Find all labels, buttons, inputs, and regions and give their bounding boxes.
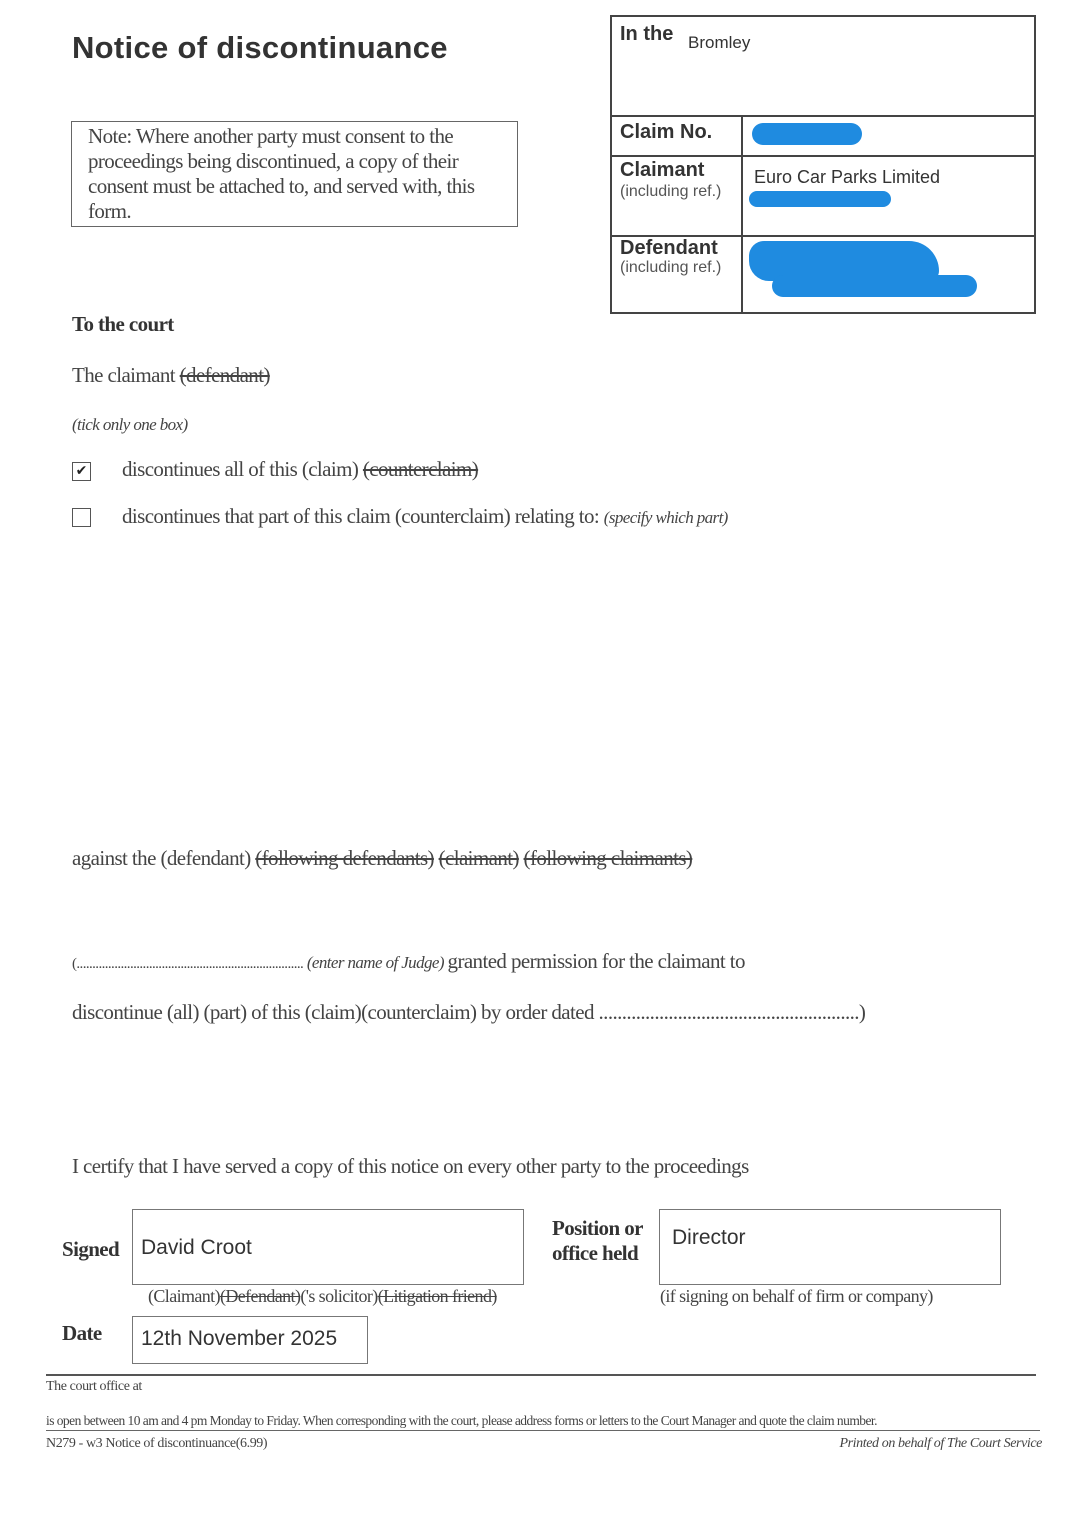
defendant-sublabel: (including ref.) bbox=[620, 259, 722, 276]
discontinue-part-label bbox=[122, 504, 728, 529]
signed-field[interactable]: David Croot bbox=[132, 1209, 524, 1285]
to-the-court-heading: To the court bbox=[72, 312, 174, 336]
against-prefix: against the (defendant) bbox=[72, 846, 256, 870]
footer-underline bbox=[46, 1430, 1040, 1431]
role-defendant: (Defendant) bbox=[219, 1286, 301, 1306]
specify-hint: (specify which part) bbox=[603, 508, 728, 527]
court-name: Bromley bbox=[688, 33, 751, 52]
printed-by: Printed on behalf of The Court Service bbox=[839, 1436, 1042, 1451]
option-struck: (counterclaim) bbox=[362, 457, 479, 481]
signer-role bbox=[148, 1286, 497, 1307]
position-field[interactable]: Director bbox=[659, 1209, 1001, 1285]
certify-statement: I certify that I have served a copy of this notice on every other party to the proceedings bbox=[72, 1154, 749, 1178]
against-struck-3: (following claimants) bbox=[523, 846, 693, 870]
court-office-text: The court office at bbox=[46, 1379, 142, 1394]
role-litigation-friend: (Litigation friend) bbox=[377, 1286, 497, 1306]
tick-instruction: (tick only one box) bbox=[72, 415, 188, 434]
party-line-struck: (defendant) bbox=[179, 363, 270, 387]
defendant-redaction-2 bbox=[772, 275, 977, 297]
role-solicitor: ('s solicitor) bbox=[300, 1286, 378, 1306]
against-line bbox=[72, 846, 692, 871]
against-struck-1: (following defendants) bbox=[255, 846, 434, 870]
in-the-label: In the bbox=[620, 23, 674, 45]
permission-text: granted permission for the claimant to bbox=[447, 949, 745, 973]
claim-no-redaction bbox=[752, 123, 862, 145]
against-struck-2: (claimant) bbox=[438, 846, 519, 870]
signed-label: Signed bbox=[62, 1237, 120, 1261]
option-text: discontinues that part of this claim (counterclaim) relating to: bbox=[122, 504, 604, 528]
discontinue-all-checkbox[interactable]: ✔ bbox=[72, 462, 91, 481]
permission-line-2: discontinue (all) (part) of this (claim)(counterclaim) by order dated ........................................................) bbox=[72, 1000, 866, 1024]
judge-name-hint: (enter name of Judge) bbox=[303, 953, 448, 972]
footer-divider bbox=[46, 1374, 1036, 1376]
discontinue-part-checkbox[interactable] bbox=[72, 508, 91, 527]
option-text: discontinues all of this (claim) bbox=[122, 457, 363, 481]
claimant-value: Euro Car Parks Limited bbox=[754, 167, 941, 187]
defendant-row bbox=[612, 235, 1034, 312]
office-hours-text: is open between 10 am and 4 pm Monday to Friday. When corresponding with the court, please address forms or letters to the Court Manager and quote the claim number. bbox=[46, 1413, 877, 1428]
claimant-row bbox=[612, 155, 1034, 237]
judge-name-dots: (........................................................................ bbox=[72, 956, 304, 972]
date-field[interactable]: 12th November 2025 bbox=[132, 1316, 368, 1364]
claimant-ref-redaction bbox=[749, 191, 891, 207]
court-row bbox=[612, 17, 1034, 117]
table-divider bbox=[741, 115, 743, 312]
page-title: Notice of discontinuance bbox=[72, 30, 448, 65]
claimant-sublabel: (including ref.) bbox=[620, 183, 722, 200]
form-code: N279 - w3 Notice of discontinuance(6.99) bbox=[46, 1436, 268, 1451]
party-line-text: The claimant bbox=[72, 363, 180, 387]
court-info-table bbox=[610, 15, 1036, 314]
role-claimant: (Claimant) bbox=[148, 1286, 220, 1306]
position-label-line-2: office held bbox=[552, 1241, 639, 1265]
claimant-label: Claimant bbox=[620, 159, 705, 181]
claim-no-label: Claim No. bbox=[620, 121, 713, 143]
position-label-line-1: Position or bbox=[552, 1216, 643, 1240]
permission-line-1 bbox=[72, 949, 745, 974]
claim-no-row bbox=[612, 115, 1034, 157]
position-hint: (if signing on behalf of firm or company) bbox=[660, 1286, 933, 1306]
defendant-label: Defendant bbox=[620, 237, 718, 259]
note-box: Note: Where another party must consent to the proceedings being discontinued, a copy of their consent must be attached to, and served with, this form. bbox=[71, 121, 518, 227]
discontinue-all-label bbox=[122, 457, 478, 482]
date-label: Date bbox=[62, 1321, 102, 1345]
position-label bbox=[552, 1216, 643, 1266]
party-line bbox=[72, 363, 270, 388]
